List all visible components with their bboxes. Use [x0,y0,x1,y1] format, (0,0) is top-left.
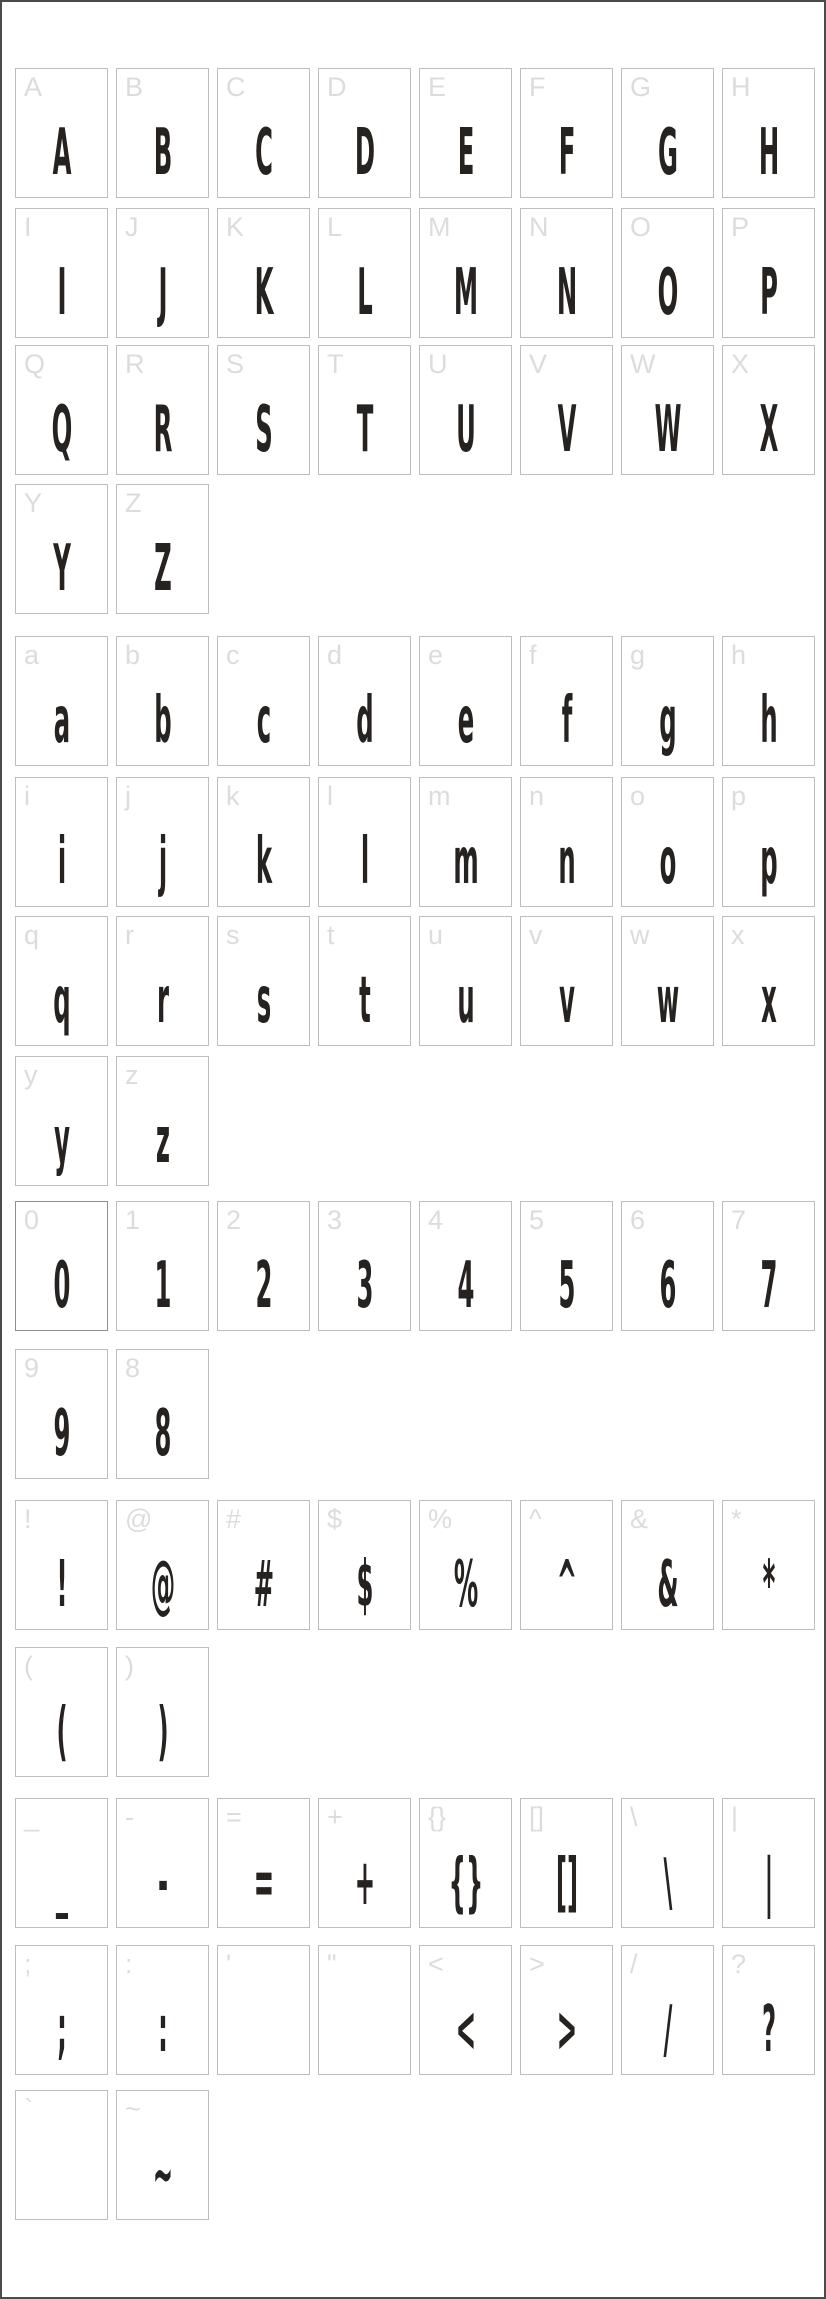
glyph-cell-label: i [24,781,30,811]
glyph-cell-label: [] [529,1802,545,1832]
glyph-cell[interactable] [116,916,209,1046]
glyph-cell-label: X [731,349,750,379]
glyph-cell-glyph: l [360,825,369,899]
glyph-cell-label: ~ [125,2094,141,2124]
glyph-cell[interactable] [15,484,108,614]
glyph-cell-label: ! [24,1504,32,1534]
glyph-cell-glyph: 4 [457,1249,474,1323]
glyph-cell-label: ? [731,1949,747,1979]
glyph-cell-glyph: # [253,1548,274,1622]
glyph-cell-glyph: o [659,825,676,899]
glyph-cell[interactable] [15,1349,108,1479]
glyph-cell[interactable] [116,1349,209,1479]
glyph-cell[interactable] [116,1945,209,2075]
glyph-cell-label: \ [630,1802,638,1832]
glyph-cell[interactable] [520,1798,613,1928]
glyph-cell[interactable] [722,345,815,475]
glyph-cell[interactable] [318,777,411,907]
glyph-cell-label: b [125,640,141,670]
glyph-cell[interactable] [116,208,209,338]
glyph-cell[interactable] [116,636,209,766]
glyph-cell[interactable] [621,345,714,475]
glyph-cell-glyph: & [656,1548,679,1622]
glyph-cell-label: ( [24,1651,33,1681]
glyph-cell[interactable] [116,68,209,198]
glyph-cell-glyph: b [153,684,172,758]
glyph-cell-label: 3 [327,1205,343,1235]
glyph-cell-glyph: O [657,256,678,330]
glyph-cell-glyph: d [355,684,374,758]
glyph-cell-label: 2 [226,1205,242,1235]
glyph-cell-glyph: {} [448,1846,483,1920]
glyph-cell-glyph: 9 [53,1397,70,1471]
glyph-cell-label: P [731,212,750,242]
glyph-cell-label: # [226,1504,242,1534]
glyph-cell-label: 4 [428,1205,444,1235]
glyph-cell-glyph: 8 [154,1397,171,1471]
glyph-cell-label: I [24,212,32,242]
glyph-cell[interactable] [15,1056,108,1186]
glyph-cell[interactable] [520,208,613,338]
glyph-cell[interactable] [722,916,815,1046]
glyph-cell-label: w [630,920,650,950]
glyph-cell-glyph: = [253,1846,274,1920]
glyph-cell[interactable] [621,916,714,1046]
glyph-cell[interactable] [15,916,108,1046]
glyph-cell-label: < [428,1949,444,1979]
glyph-cell-label: B [125,72,144,102]
glyph-cell-glyph: Y [52,532,71,606]
glyph-cell-glyph: a [53,684,70,758]
glyph-cell-label: % [428,1504,453,1534]
glyph-cell[interactable] [520,68,613,198]
glyph-cell-glyph: D [354,116,375,190]
glyph-cell[interactable] [217,345,310,475]
glyph-cell[interactable] [15,1500,108,1630]
glyph-cell-label: o [630,781,646,811]
glyph-cell[interactable] [419,1500,512,1630]
glyph-cell[interactable] [318,636,411,766]
glyph-cell-glyph: W [654,393,681,467]
glyph-cell[interactable] [318,208,411,338]
glyph-cell-glyph: : [157,1993,168,2067]
glyph-cell[interactable] [217,1798,310,1928]
glyph-cell[interactable] [419,636,512,766]
glyph-cell-label: t [327,920,335,950]
glyph-cell[interactable] [15,1201,108,1331]
glyph-cell-label: j [125,781,131,811]
glyph-cell[interactable] [722,208,815,338]
glyph-cell-label: r [125,920,134,950]
glyph-cell-label: H [731,72,751,102]
glyph-cell-label: ` [24,2094,33,2124]
glyph-cell[interactable] [520,1500,613,1630]
glyph-cell[interactable] [419,1798,512,1928]
glyph-cell-label: @ [125,1504,153,1534]
glyph-cell-glyph: - [157,1846,168,1920]
glyph-cell[interactable] [722,1201,815,1331]
glyph-cell[interactable] [621,636,714,766]
glyph-cell-glyph: _ [55,1846,68,1920]
glyph-cell-glyph: ? [761,1993,776,2067]
glyph-cell[interactable] [419,777,512,907]
glyph-cell-label: k [226,781,240,811]
glyph-cell-label: / [630,1949,638,1979]
glyph-cell-glyph: S [254,393,273,467]
glyph-cell-glyph: | [764,1846,773,1920]
glyph-cell[interactable] [116,1500,209,1630]
glyph-cell-label: T [327,349,344,379]
glyph-cell-glyph: J [157,256,168,330]
glyph-cell-label: p [731,781,747,811]
glyph-cell[interactable] [520,916,613,1046]
glyph-cell-label: h [731,640,747,670]
glyph-cell[interactable] [116,484,209,614]
glyph-cell[interactable] [116,1647,209,1777]
glyph-cell-label: : [125,1949,133,1979]
glyph-cell[interactable] [520,1945,613,2075]
glyph-cell-glyph: @ [150,1548,175,1622]
glyph-cell-glyph: ) [156,1695,169,1769]
glyph-cell-glyph: T [356,393,373,467]
glyph-cell-glyph: x [760,964,777,1038]
glyph-cell-label: A [24,72,43,102]
glyph-cell[interactable] [15,1945,108,2075]
glyph-cell-glyph: ^ [556,1548,577,1622]
glyph-cell-label: d [327,640,343,670]
glyph-cell-glyph: m [452,825,479,899]
glyph-cell-glyph: f [561,684,572,758]
glyph-cell-glyph: N [556,256,577,330]
glyph-cell[interactable] [217,68,310,198]
glyph-cell[interactable] [419,208,512,338]
glyph-cell-glyph: E [457,116,474,190]
glyph-cell-label: 5 [529,1205,545,1235]
glyph-cell-glyph: / [663,1993,672,2067]
glyph-cell-glyph: c [256,684,271,758]
glyph-cell-label: " [327,1949,337,1979]
glyph-cell-label: M [428,212,451,242]
glyph-cell[interactable] [318,345,411,475]
glyph-cell-label: N [529,212,549,242]
glyph-cell-label: $ [327,1504,343,1534]
glyph-cell-label: 9 [24,1353,40,1383]
glyph-cell[interactable] [621,68,714,198]
glyph-cell-label: e [428,640,444,670]
glyph-cell-label: V [529,349,548,379]
glyph-cell-glyph: Z [153,532,172,606]
glyph-cell[interactable] [217,1945,310,2075]
glyph-cell[interactable] [318,68,411,198]
glyph-cell[interactable] [520,1201,613,1331]
glyph-cell[interactable] [621,1201,714,1331]
glyph-cell-glyph: B [153,116,172,190]
glyph-cell-glyph: 7 [760,1249,777,1323]
glyph-cell-glyph: U [455,393,476,467]
glyph-cell-label: | [731,1802,739,1832]
glyph-cell-label: 7 [731,1205,747,1235]
glyph-cell-label: > [529,1949,545,1979]
glyph-cell-label: U [428,349,448,379]
glyph-cell-label: R [125,349,145,379]
glyph-cell-label: ' [226,1949,232,1979]
glyph-cell-glyph: 2 [255,1249,272,1323]
glyph-cell[interactable] [722,777,815,907]
glyph-cell-glyph: k [255,825,272,899]
glyph-cell-label: Y [24,488,43,518]
glyph-cell-label: C [226,72,246,102]
glyph-cell[interactable] [419,68,512,198]
glyph-cell-label: - [125,1802,134,1832]
glyph-cell[interactable] [217,777,310,907]
glyph-cell-label: 1 [125,1205,141,1235]
glyph-cell[interactable] [318,916,411,1046]
glyph-cell-glyph: ( [55,1695,68,1769]
glyph-cell-glyph: < [455,1993,476,2067]
glyph-cell-label: D [327,72,347,102]
glyph-cell-glyph: v [558,964,575,1038]
glyph-cell-glyph: * [762,1548,775,1622]
glyph-cell-glyph: X [759,393,778,467]
glyph-cell-glyph: y [53,1104,70,1178]
glyph-cell-label: F [529,72,546,102]
glyph-cell-label: q [24,920,40,950]
glyph-cell[interactable] [217,1201,310,1331]
glyph-cell[interactable] [722,1798,815,1928]
glyph-cell-glyph: 1 [154,1249,171,1323]
glyph-cell[interactable] [520,345,613,475]
glyph-cell-label: u [428,920,444,950]
glyph-cell[interactable] [520,777,613,907]
glyph-cell-label: c [226,640,240,670]
glyph-cell[interactable] [116,1201,209,1331]
glyph-cell-glyph: u [456,964,475,1038]
glyph-cell[interactable] [621,1798,714,1928]
glyph-cell-glyph: ; [56,1993,67,2067]
glyph-cell-label: n [529,781,545,811]
glyph-cell-glyph: % [453,1548,478,1622]
glyph-cell-glyph: V [557,393,576,467]
glyph-cell-label: O [630,212,652,242]
glyph-cell-glyph: K [254,256,273,330]
glyph-cell-label: m [428,781,451,811]
glyph-cell-label: ; [24,1949,32,1979]
glyph-cell-glyph: 6 [659,1249,676,1323]
glyph-cell-glyph: C [254,116,273,190]
glyph-cell-glyph: \ [663,1846,672,1920]
glyph-cell[interactable] [15,1647,108,1777]
glyph-cell[interactable] [116,1798,209,1928]
glyph-cell-glyph: s [256,964,271,1038]
glyph-cell-glyph: G [657,116,678,190]
glyph-cell[interactable] [419,1945,512,2075]
glyph-cell-label: G [630,72,652,102]
glyph-cell-label: ) [125,1651,134,1681]
glyph-cell-label: K [226,212,245,242]
glyph-cell[interactable] [621,208,714,338]
glyph-cell-label: Z [125,488,142,518]
glyph-cell-label: x [731,920,745,950]
glyph-cell-glyph: w [656,964,679,1038]
glyph-cell-label: ^ [529,1504,542,1534]
glyph-cell-glyph: 0 [53,1249,70,1323]
glyph-cell-label: W [630,349,656,379]
glyph-cell-glyph: q [52,964,71,1038]
glyph-cell-label: * [731,1504,742,1534]
glyph-cell-glyph: P [759,256,778,330]
glyph-cell[interactable] [15,636,108,766]
glyph-cell[interactable] [15,2090,108,2220]
glyph-cell[interactable] [217,1500,310,1630]
glyph-cell-glyph: I [56,256,67,330]
glyph-cell-glyph: t [358,964,371,1038]
glyph-cell-glyph: ~ [152,2138,173,2212]
glyph-cell[interactable] [621,1500,714,1630]
glyph-cell[interactable] [116,2090,209,2220]
glyph-cell-label: y [24,1060,38,1090]
glyph-cell[interactable] [621,777,714,907]
glyph-cell[interactable] [217,636,310,766]
glyph-cell[interactable] [15,345,108,475]
glyph-cell-label: f [529,640,537,670]
glyph-cell-label: J [125,212,139,242]
glyph-cell-glyph: 5 [558,1249,575,1323]
glyph-cell[interactable] [419,1201,512,1331]
glyph-cell-glyph: 3 [356,1249,373,1323]
glyph-cell-label: s [226,920,240,950]
glyph-cell-glyph: R [153,393,172,467]
glyph-cell-glyph: Q [51,393,72,467]
glyph-cell[interactable] [116,345,209,475]
glyph-cell[interactable] [116,777,209,907]
glyph-cell-glyph: A [52,116,71,190]
glyph-cell[interactable] [318,1201,411,1331]
glyph-cell[interactable] [217,208,310,338]
glyph-cell[interactable] [722,68,815,198]
glyph-cell[interactable] [722,1500,815,1630]
glyph-cell-label: {} [428,1802,447,1832]
glyph-cell[interactable] [520,636,613,766]
glyph-cell-glyph: h [759,684,778,758]
glyph-cell[interactable] [318,1500,411,1630]
glyph-cell-label: L [327,212,343,242]
glyph-cell-glyph: M [453,256,478,330]
glyph-cell-glyph: > [556,1993,577,2067]
glyph-cell-glyph: p [759,825,778,899]
glyph-cell[interactable] [217,916,310,1046]
glyph-cell[interactable] [621,1945,714,2075]
glyph-cell-label: Q [24,349,46,379]
glyph-cell-label: l [327,781,333,811]
glyph-cell-label: a [24,640,40,670]
glyph-cell-label: g [630,640,646,670]
glyph-cell[interactable] [15,68,108,198]
glyph-cell-glyph: i [57,825,66,899]
glyph-cell[interactable] [15,777,108,907]
glyph-cell-glyph: e [457,684,474,758]
glyph-cell-label: = [226,1802,242,1832]
glyph-cell[interactable] [318,1945,411,2075]
glyph-cell[interactable] [15,208,108,338]
glyph-cell-glyph: L [356,256,373,330]
glyph-cell[interactable] [419,916,512,1046]
glyph-cell-glyph: z [155,1104,170,1178]
glyph-cell-label: 6 [630,1205,646,1235]
glyph-cell-label: S [226,349,245,379]
glyph-cell[interactable] [419,345,512,475]
glyph-cell-glyph: j [158,825,167,899]
glyph-cell-label: _ [24,1802,40,1832]
glyph-cell-glyph: g [658,684,677,758]
glyph-cell-glyph: n [557,825,576,899]
glyph-cell-label: 0 [24,1205,40,1235]
glyph-cell-glyph: + [354,1846,375,1920]
glyph-cell-glyph: $ [356,1548,373,1622]
glyph-cell[interactable] [722,1945,815,2075]
glyph-cell-glyph: ! [55,1548,68,1622]
glyph-cell-label: & [630,1504,649,1534]
glyph-cell-glyph: H [758,116,779,190]
glyph-cell-label: z [125,1060,139,1090]
glyph-cell[interactable] [318,1798,411,1928]
glyph-cell[interactable] [15,1798,108,1928]
glyph-cell-label: E [428,72,447,102]
glyph-cell-label: + [327,1802,343,1832]
glyph-cell-label: 8 [125,1353,141,1383]
glyph-cell-label: v [529,920,543,950]
glyph-cell-glyph: [] [555,1846,578,1920]
glyph-cell[interactable] [722,636,815,766]
glyph-cell-glyph: F [558,116,575,190]
glyph-cell-glyph: r [156,964,169,1038]
glyph-cell[interactable] [116,1056,209,1186]
